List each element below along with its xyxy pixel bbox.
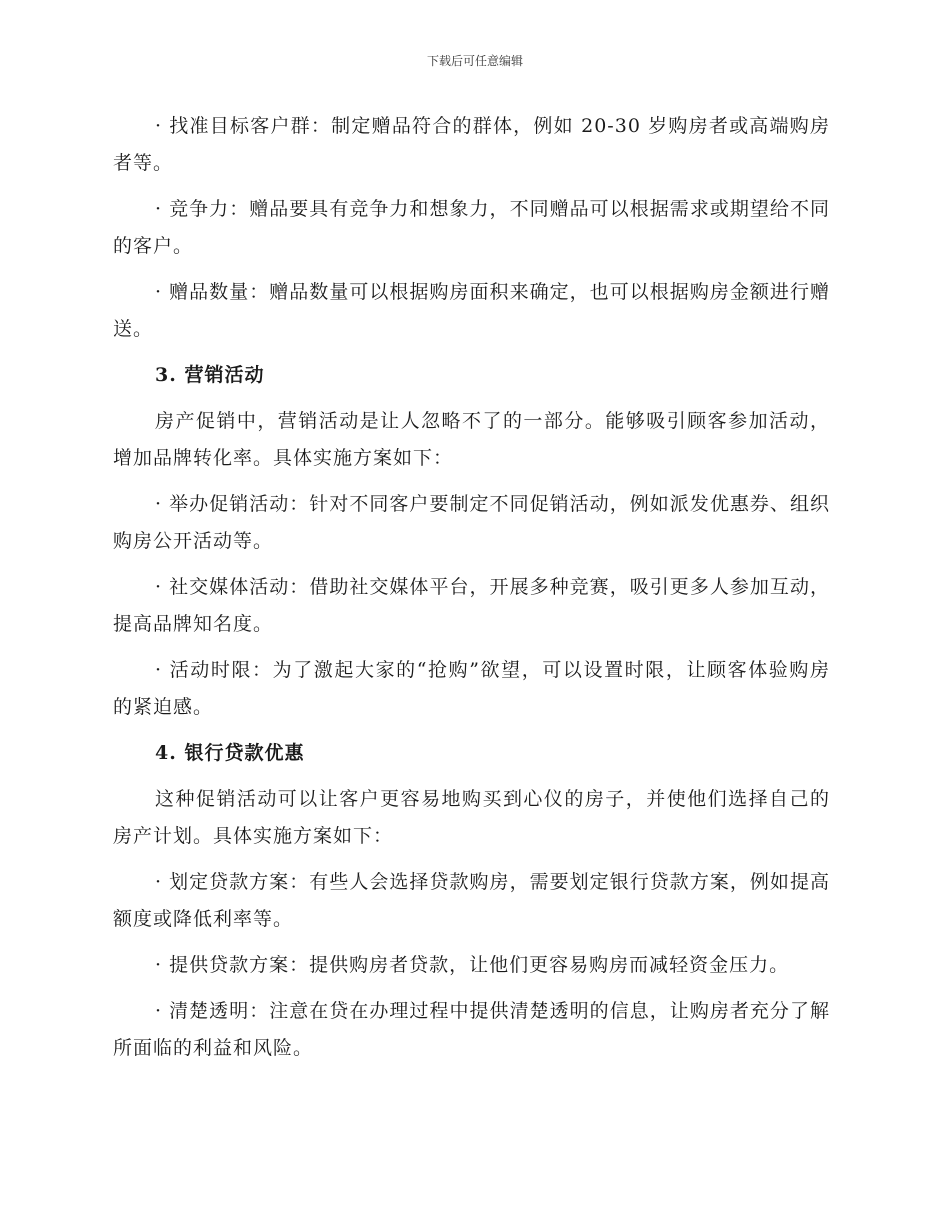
paragraph-bank-loan-intro: 这种促销活动可以让客户更容易地购买到心仪的房子，并使他们选择自己的房产计划。具体实施方案如下： — [113, 788, 830, 847]
bullet-social-media: · 社交媒体活动：借助社交媒体平台，开展多种竞赛，吸引更多人参加互动，提高品牌知名度。 — [113, 576, 830, 635]
bullet-promotion-events: · 举办促销活动：针对不同客户要制定不同促销活动，例如派发优惠券、组织购房公开活动等。 — [113, 493, 830, 552]
bullet-competitiveness: · 竞争力：赠品要具有竞争力和想象力，不同赠品可以根据需求或期望给不同的客户。 — [113, 198, 830, 257]
bullet-provide-loan-plan: · 提供贷款方案：提供购房者贷款，让他们更容易购房而减轻资金压力。 — [155, 954, 790, 976]
document-body — [113, 108, 830, 1076]
bullet-time-limit: · 活动时限：为了激起大家的“抢购”欲望，可以设置时限，让顾客体验购房的紧迫感。 — [113, 659, 830, 718]
paragraph-marketing-intro: 房产促销中，营销活动是让人忽略不了的一部分。能够吸引顾客参加活动，增加品牌转化率。具体实施方案如下： — [113, 410, 830, 469]
bullet-transparency: · 清楚透明：注意在贷在办理过程中提供清楚透明的信息，让购房者充分了解所面临的利益和风险。 — [113, 1000, 830, 1059]
page-header: 下载后可任意编辑 — [426, 54, 523, 68]
bullet-target-customers: · 找准目标客户群：制定赠品符合的群体，例如 20-30 岁购房者或高端购房者等。 — [113, 115, 830, 174]
bullet-gift-quantity: · 赠品数量：赠品数量可以根据购房面积来确定，也可以根据购房金额进行赠送。 — [113, 281, 830, 340]
section-heading-marketing: 3. 营销活动 — [155, 364, 265, 386]
bullet-define-loan-plan: · 划定贷款方案：有些人会选择贷款购房，需要划定银行贷款方案，例如提高额度或降低利率等。 — [113, 871, 830, 930]
section-heading-bank-loan: 4. 银行贷款优惠 — [155, 742, 305, 764]
